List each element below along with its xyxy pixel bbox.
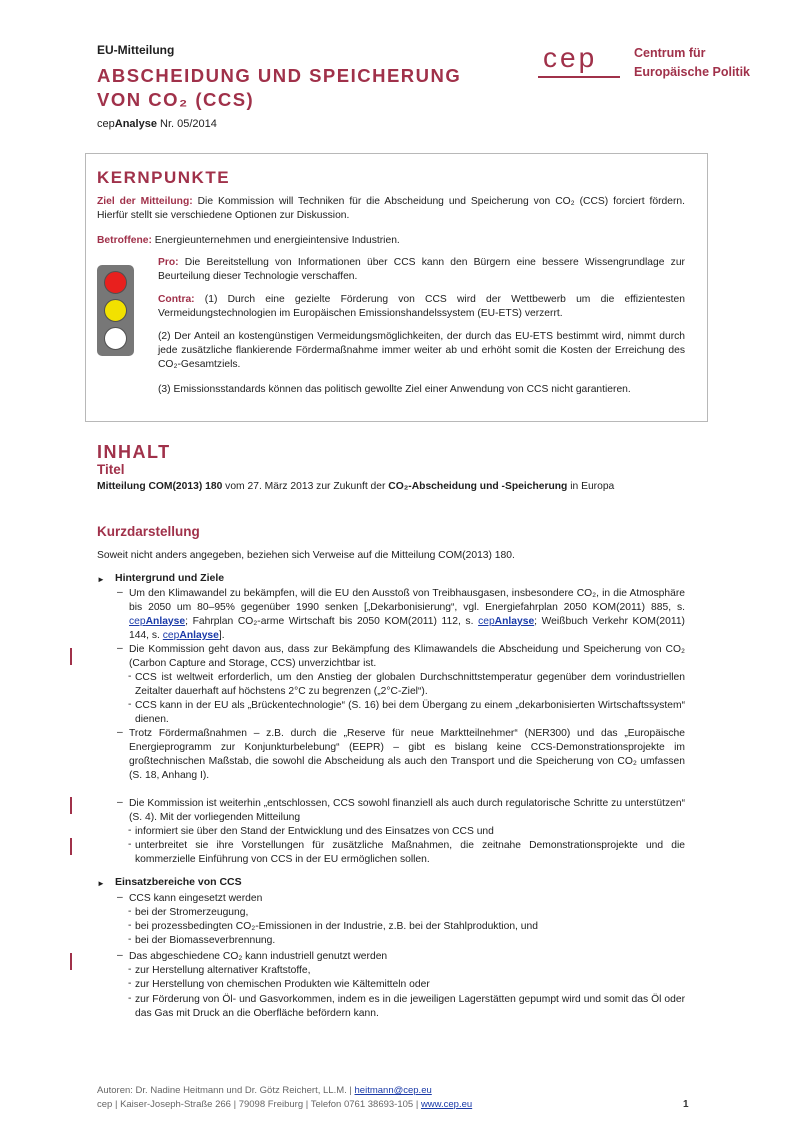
sub-dash-bullet: - <box>128 906 132 917</box>
series-bold: Analyse <box>114 118 157 130</box>
change-marker <box>70 648 72 665</box>
einsatz-item-1: CCS kann eingesetzt werden <box>129 893 263 904</box>
sub-dash-bullet: - <box>128 964 132 975</box>
author-email-link[interactable]: heitmann@cep.eu <box>354 1085 432 1096</box>
titel-bold-1: Mitteilung COM(2013) 180 <box>97 481 223 492</box>
titel-bold-2: CO₂-Abscheidung und -Speicherung <box>388 481 568 492</box>
ziel-label: Ziel der Mitteilung: <box>97 196 193 207</box>
title-line-1: ABSCHEIDUNG UND SPEICHERUNG <box>97 65 462 86</box>
einsatz-item-1-sub-2: bei prozessbedingten CO₂-Emissionen in der Industrie, z.B. bei der Stahlproduktion, und <box>135 921 538 932</box>
hintergrund-heading: Hintergrund und Ziele <box>115 572 225 584</box>
contra-point-2: (2) Der Anteil an kostengünstigen Vermeidungsmöglichkeiten, der durch das EU-ETS bestimmt wird, nimmt durch jede zusätzliche flankierende Fördermaßnahme immer weiter ab und erhöht somit die Kosten der Erreichung des CO₂-Gesamtziels. <box>158 331 685 370</box>
org-line-1: Centrum für <box>634 46 706 60</box>
link3-prefix: cep <box>162 630 180 641</box>
item1-part-c: ; Weißbuch Verkehr KOM(2011) 144, s. <box>129 616 685 641</box>
kernpunkte-box <box>85 153 708 422</box>
sub-dash-bullet: - <box>128 671 132 682</box>
footer-authors <box>97 1085 432 1096</box>
kernpunkte-heading: KERNPUNKTE <box>97 168 231 187</box>
document-type-label: EU-Mitteilung <box>97 43 175 57</box>
contra-text: (1) Durch eine gezielte Förderung von CCS wird der Wettbewerb um die effizientesten Vermeidungstechnologien im Europäischen Emissionshandelssystem (EU-ETS) verzerrt. <box>158 294 685 319</box>
sub-dash-bullet: - <box>128 825 132 836</box>
change-marker <box>70 838 72 855</box>
dash-bullet: – <box>117 727 123 738</box>
sub-dash-bullet: - <box>128 993 132 1004</box>
white-lamp-icon <box>104 327 127 350</box>
sub-dash-bullet: - <box>128 934 132 945</box>
item1-part-d: ]. <box>218 630 225 641</box>
hintergrund-item-3: Trotz Fördermaßnahmen – z.B. durch die „Reserve für neue Marktteilnehmer“ (NER300) und das „Europäische Energieprogramm zur Konjunkturbelebung“ (EEPR) – gibt es bislang keine CCS-Demonstrationsprojekte im großtechnischen Maßstab, die sowohl die Abscheidung als auch den Transport und die Speicherung von CO₂ umfassen (S. 18, Anhang I). <box>129 728 685 781</box>
hintergrund-item-4-sub-1: informiert sie über den Stand der Entwicklung und des Einsatzes von CCS und <box>135 826 494 837</box>
pro-text: Die Bereitstellung von Informationen über CCS kann den Bürgern eine bessere Wissengrundlage zur Beurteilung dieser Technologie verschaffen. <box>158 257 685 282</box>
website-link[interactable]: www.cep.eu <box>420 1099 473 1110</box>
sub-dash-bullet: - <box>128 839 132 850</box>
dash-bullet: – <box>117 643 123 654</box>
sub-dash-bullet: - <box>128 699 132 710</box>
hintergrund-item-2: Die Kommission geht davon aus, dass zur Bekämpfung des Klimawandels die Abscheidung und Speicherung von CO₂ (Carbon Capture and Storage, CCS) unverzichtbar ist. <box>129 644 685 669</box>
kurzdarstellung-intro: Soweit nicht anders angegeben, beziehen sich Verweise auf die Mitteilung COM(2013) 180. <box>97 550 515 561</box>
hintergrund-item-4: Die Kommission ist weiterhin „entschlossen, CCS sowohl finanziell als auch durch regulatorische Schritte zu unterstützen“ (S. 4). Mit der vorliegenden Mitteilung <box>129 798 685 823</box>
einsatz-item-1-sub-1: bei der Stromerzeugung, <box>135 907 249 918</box>
link3-bold: Anlayse <box>179 630 219 641</box>
inhalt-heading: INHALT <box>97 442 171 462</box>
link2-prefix: cep <box>478 616 495 627</box>
change-marker <box>70 797 72 814</box>
dash-bullet: – <box>117 587 123 598</box>
logo-underline <box>538 76 620 78</box>
cep-logo: cep <box>543 42 598 73</box>
item1-part-a: Um den Klimawandel zu bekämpfen, will die EU den Ausstoß von Treibhausgasen, insbesondere CO₂, in die Atmosphäre bis 2050 um 80–95% gegenüber 1990 senken [„Dekarbonisierung“, vgl. Energiefahrplan 2050 KOM(2011) 885, s. <box>129 588 685 613</box>
yellow-lamp-icon <box>104 299 127 322</box>
page-number: 1 <box>683 1099 689 1110</box>
series-number-text: Nr. 05/2014 <box>156 118 217 130</box>
footer-authors-text: Autoren: Dr. Nadine Heitmann und Dr. Götz Reichert, LL.M. | <box>97 1085 355 1096</box>
dash-bullet: – <box>117 892 123 903</box>
sub-dash-bullet: - <box>128 978 132 989</box>
footer-address-text: cep | Kaiser-Joseph-Straße 266 | 79098 Freiburg | Telefon 0761 38693-105 | <box>97 1099 421 1110</box>
kurzdarstellung-heading: Kurzdarstellung <box>97 524 200 539</box>
hintergrund-item-2-sub-1: CCS ist weltweit erforderlich, um den Anstieg der globalen Durchschnittstemperatur gegenüber dem vorindustriellen Zeitalter dauerhaft auf höchstens 2°C zu begrenzen („2°C-Ziel“). <box>135 672 685 697</box>
bullet-triangle-icon: ► <box>97 879 105 888</box>
series-number <box>97 118 217 130</box>
titel-text <box>97 480 685 494</box>
document-title <box>97 64 461 112</box>
ziel-text: Die Kommission will Techniken für die Abscheidung und Speicherung von CO₂ (CCS) forciert fördern. Hierfür stellt sie verschiedene Optionen zur Diskussion. <box>97 196 685 221</box>
titel-mid: vom 27. März 2013 zur Zukunft der <box>222 481 389 492</box>
hintergrund-item-2-sub-2: CCS kann in der EU als „Brückentechnologie“ (S. 16) bei dem Übergang zu einem „dekarbonisierten Wirtschaftssystem“ dienen. <box>135 700 685 725</box>
contra-label: Contra: <box>158 294 195 305</box>
title-line-2: VON CO₂ (CCS) <box>97 89 255 110</box>
cep-analyse-link-3[interactable] <box>163 630 219 641</box>
red-lamp-icon <box>104 271 127 294</box>
cep-analyse-link-1[interactable] <box>129 616 185 627</box>
betroffene-label: Betroffene: <box>97 235 152 246</box>
dash-bullet: – <box>117 950 123 961</box>
link1-prefix: cep <box>129 616 146 627</box>
contra-paragraph <box>158 293 685 321</box>
einsatz-item-2-sub-1: zur Herstellung alternativer Kraftstoffe, <box>135 965 311 976</box>
bullet-triangle-icon: ► <box>97 575 105 584</box>
sub-dash-bullet: - <box>128 920 132 931</box>
link1-bold: Anlayse <box>145 616 186 627</box>
pro-label: Pro: <box>158 257 179 268</box>
pro-paragraph <box>158 256 685 284</box>
traffic-light-icon <box>97 265 134 356</box>
einsatz-item-1-sub-3: bei der Biomasseverbrennung. <box>135 935 276 946</box>
ziel-paragraph <box>97 195 685 223</box>
organization-name <box>634 44 750 82</box>
contra-point-3: (3) Emissionsstandards können das politisch gewollte Ziel einer Anwendung von CCS nicht garantieren. <box>158 384 631 395</box>
footer-address <box>97 1099 472 1110</box>
link2-bold: Anlayse <box>494 616 535 627</box>
org-line-2: Europäische Politik <box>634 65 751 79</box>
einsatz-item-2-sub-3: zur Förderung von Öl- und Gasvorkommen, indem es in die jeweiligen Lagerstätten gepumpt wird und somit das Öl oder das Gas mit Druck an die Oberfläche befördern kann. <box>135 994 685 1019</box>
titel-heading: Titel <box>97 462 125 477</box>
item1-part-b: ; Fahrplan CO₂-arme Wirtschaft bis 2050 KOM(2011) 112, s. <box>185 616 479 627</box>
einsatz-item-2-sub-2: zur Herstellung von chemischen Produkten wie Kältemitteln oder <box>135 979 430 990</box>
betroffene-paragraph <box>97 234 685 248</box>
change-marker <box>70 953 72 970</box>
einsatzbereiche-heading: Einsatzbereiche von CCS <box>115 876 242 888</box>
series-prefix: cep <box>97 118 115 130</box>
titel-end: in Europa <box>567 481 615 492</box>
hintergrund-item-4-sub-2: unterbreitet sie ihre Vorstellungen für zusätzliche Maßnahmen, die zeitnahe Demonstrationsprojekte und die kommerzielle Einführung von CCS in der EU ermöglichen sollen. <box>135 840 685 865</box>
cep-analyse-link-2[interactable] <box>478 616 534 627</box>
hintergrund-item-1 <box>129 587 685 643</box>
einsatz-item-2: Das abgeschiedene CO₂ kann industriell genutzt werden <box>129 951 388 962</box>
dash-bullet: – <box>117 797 123 808</box>
betroffene-text: Energieunternehmen und energieintensive Industrien. <box>151 235 400 246</box>
